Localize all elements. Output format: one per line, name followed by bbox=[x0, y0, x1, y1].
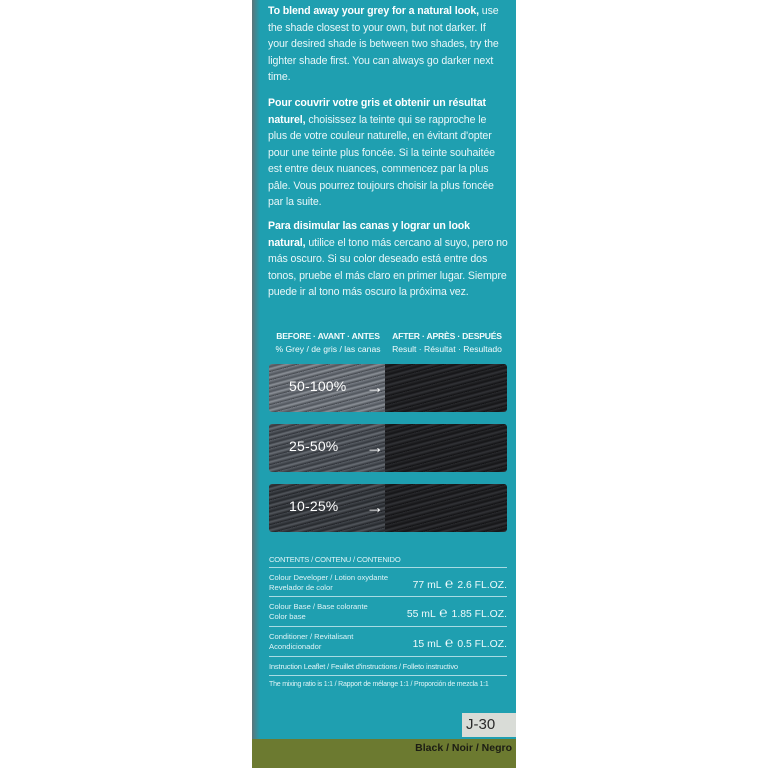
before-subtitle: % Grey / de gris / las canas bbox=[275, 344, 381, 354]
instruction-leaflet-note: Instruction Leaflet / Feuillet d'instructions / Folleto instructivo bbox=[269, 662, 458, 671]
after-header bbox=[386, 330, 508, 356]
shade-name: Black / Noir / Negro bbox=[415, 742, 512, 754]
instructions-spanish bbox=[268, 218, 508, 301]
arrow-right-icon: → bbox=[366, 437, 384, 457]
before-title: BEFORE · AVANT · ANTES bbox=[276, 331, 380, 341]
contents-item-label-line2: Revelador de color bbox=[269, 583, 333, 592]
instructions-french bbox=[268, 95, 508, 211]
amount-ml: 77 mL bbox=[412, 580, 442, 591]
contents-item-amount bbox=[413, 575, 507, 591]
product-code-tag: J-30 bbox=[462, 713, 516, 737]
contents-item-amount bbox=[407, 604, 507, 620]
instructions-english bbox=[268, 3, 508, 86]
result-hair-swatch bbox=[385, 484, 507, 532]
instructions-french-lead: Pour couvrir votre gris et obtenir un résultat naturel, bbox=[268, 97, 486, 126]
divider bbox=[269, 626, 507, 627]
grey-percentage-label: 50-100% bbox=[289, 378, 347, 394]
after-subtitle: Result · Résultat · Resultado bbox=[392, 344, 502, 354]
divider bbox=[269, 675, 507, 676]
instructions-english-body: use the shade closest to your own, but not darker. If your desired shade is between two shades, try the lighter shade first. You can always go darker next time. bbox=[268, 5, 499, 83]
before-header bbox=[268, 330, 388, 356]
arrow-right-icon: → bbox=[366, 497, 384, 517]
after-title: AFTER · APRÈS · DESPUÉS bbox=[392, 331, 502, 341]
divider bbox=[269, 567, 507, 568]
contents-item-amount bbox=[413, 634, 507, 650]
contents-item-label bbox=[269, 602, 399, 622]
contents-item-label-line2: Color base bbox=[269, 612, 306, 621]
hair-dye-box-side-panel bbox=[252, 0, 516, 768]
mixing-ratio-note: The mixing ratio is 1:1 / Rapport de mélange 1:1 / Proporción de mezcla 1:1 bbox=[269, 681, 489, 688]
grey-percentage-label: 10-25% bbox=[289, 498, 339, 514]
arrow-right-icon: → bbox=[366, 377, 384, 397]
contents-item-label-line2: Acondicionador bbox=[269, 642, 322, 651]
swatch-row-3 bbox=[269, 484, 507, 532]
contents-item-label-line1: Colour Developer / Lotion oxydante bbox=[269, 573, 389, 582]
amount-oz: 1.85 FL.OZ. bbox=[451, 609, 507, 620]
estimated-sign-icon: ℮ bbox=[439, 604, 448, 620]
amount-ml: 55 mL bbox=[406, 609, 436, 620]
result-hair-swatch bbox=[385, 364, 507, 412]
divider bbox=[269, 596, 507, 597]
contents-item-label bbox=[269, 573, 399, 593]
instructions-spanish-lead: Para disimular las canas y lograr un look natural, bbox=[268, 220, 470, 249]
divider bbox=[269, 656, 507, 657]
contents-item-label-line1: Conditioner / Revitalisant bbox=[269, 632, 354, 641]
result-hair-swatch bbox=[385, 424, 507, 472]
estimated-sign-icon: ℮ bbox=[445, 634, 454, 650]
swatch-row-2 bbox=[269, 424, 507, 472]
amount-oz: 2.6 FL.OZ. bbox=[457, 580, 507, 591]
instructions-french-body: choisissez la teinte qui se rapproche le plus de votre couleur naturelle, en évitant d'opter pour une teinte plus foncée. Si la teinte souhaitée est entre deux nuances, commencez par la plus pâle. Vous pourrez toujours choisir la plus foncée par la suite. bbox=[268, 113, 495, 208]
amount-oz: 0.5 FL.OZ. bbox=[457, 639, 507, 650]
instructions-english-lead: To blend away your grey for a natural look, bbox=[268, 5, 479, 17]
contents-item-label bbox=[269, 632, 399, 652]
instructions-spanish-body: utilice el tono más cercano al suyo, pero no más oscuro. Si su color deseado está entre dos tonos, pruebe el más claro en primer lugar. Siempre puede ir al tono más oscuro la próxima vez. bbox=[268, 236, 508, 298]
amount-ml: 15 mL bbox=[412, 639, 442, 650]
estimated-sign-icon: ℮ bbox=[445, 575, 454, 591]
grey-percentage-label: 25-50% bbox=[289, 438, 339, 454]
swatch-row-1 bbox=[269, 364, 507, 412]
contents-item-label-line1: Colour Base / Base colorante bbox=[269, 602, 368, 611]
contents-title: CONTENTS / CONTENU / CONTENIDO bbox=[269, 555, 401, 564]
shade-name-band bbox=[252, 739, 516, 768]
